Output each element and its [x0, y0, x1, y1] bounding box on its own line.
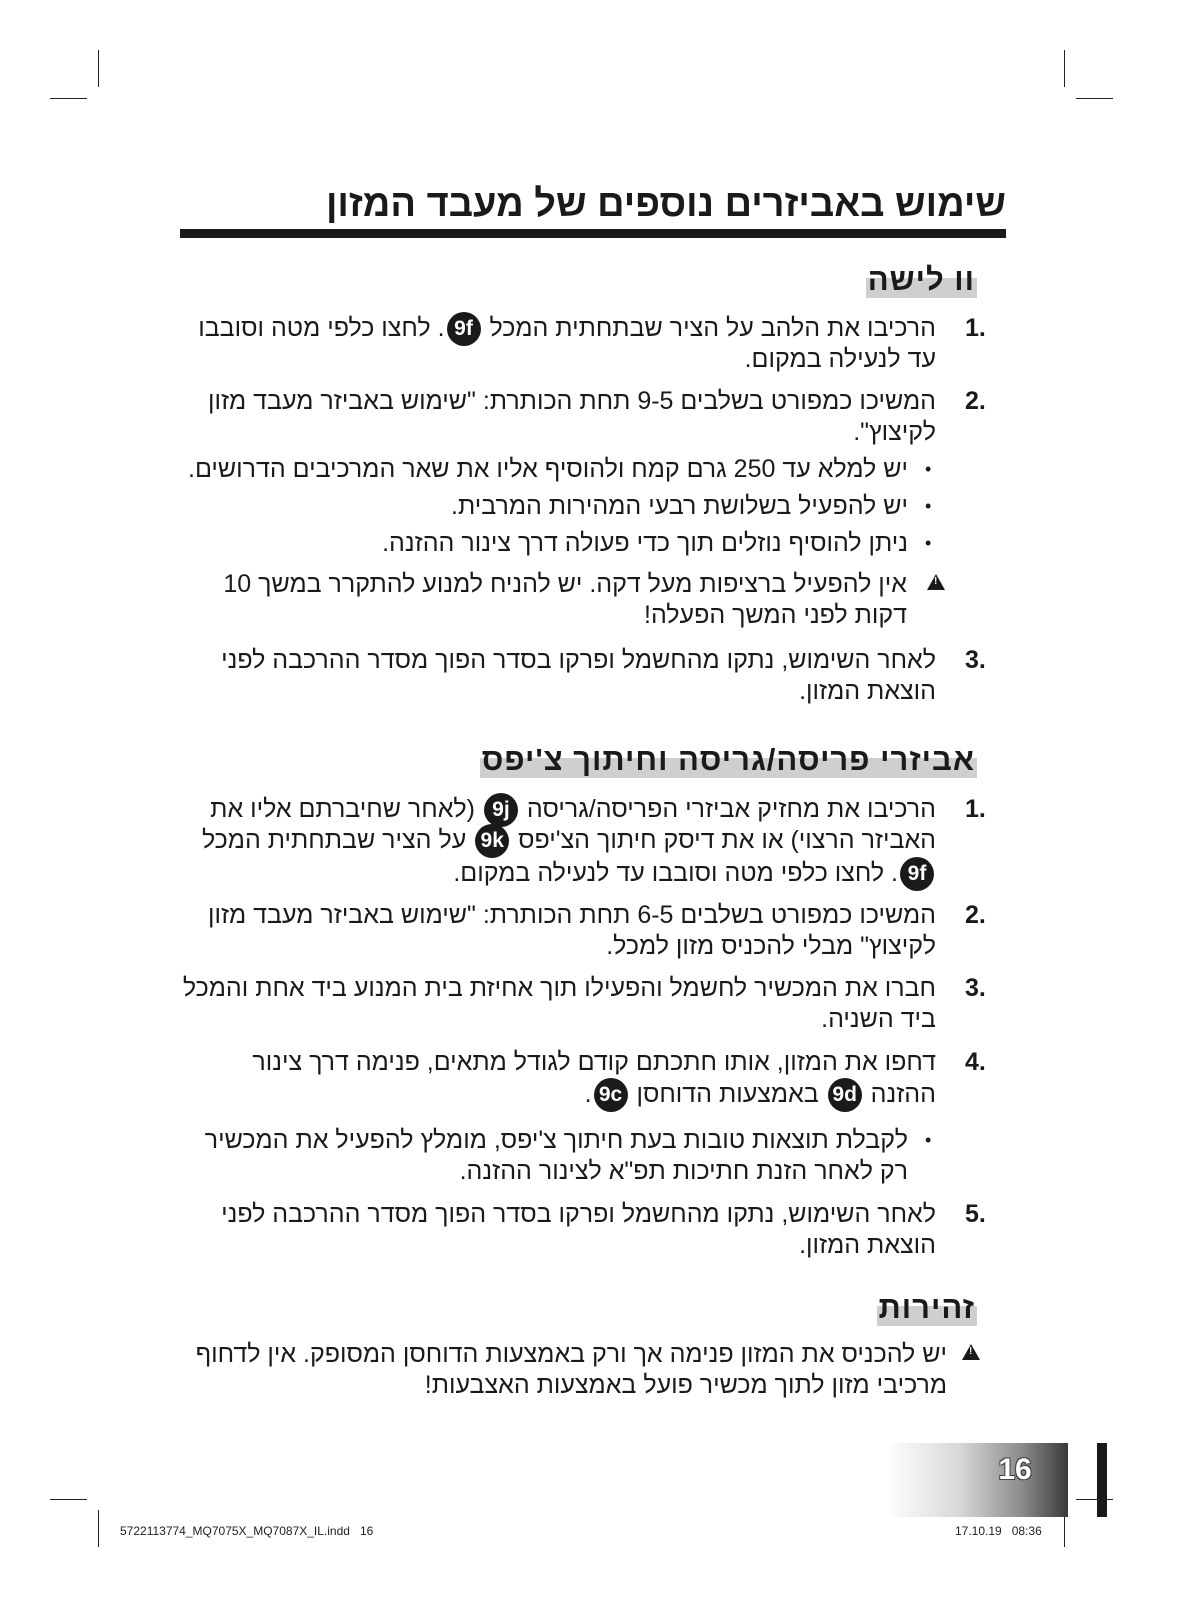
- page-number: 16: [998, 1453, 1032, 1486]
- part-ref-badge: 9c: [594, 1078, 628, 1112]
- bullet-text: רק לאחר הזנת חתיכות תפ"א לצינור ההזנה.: [459, 1157, 908, 1185]
- step-text: הוצאת המזון.: [799, 677, 936, 705]
- warning-text: אין להפעיל ברציפות מעל דקה. יש להניח למנוע להתקרר במשך 10: [223, 570, 907, 598]
- step-text: המשיכו כמפורט בשלבים 6-5 תחת הכותרת: "שימוש באביזר מעבד מזון: [207, 901, 936, 929]
- crop-mark: [98, 1510, 99, 1547]
- step-text: האביזר הרצוי) או את דיסק חיתוך הצ'יפס 9k על הציר שבתחתית המכל: [202, 824, 936, 858]
- section-heading-slicing: אביזרי פריסה/גריסה וחיתוך צ'יפס: [481, 742, 975, 777]
- step-text: הרכיבו את מחזיק אביזרי הפריסה/גריסה 9j (לאחר שחיברתם אליו את: [210, 793, 936, 827]
- title-rule: [180, 229, 1006, 238]
- step-text: לאחר השימוש, נתקו מהחשמל ופרקו בסדר הפוך מסדר ההרכבה לפני: [221, 646, 936, 674]
- bullet-icon: •: [925, 459, 932, 479]
- bullet-text: יש למלא עד 250 גרם קמח ולהוסיף אליו את שאר המרכיבים הדרושים.: [188, 455, 908, 483]
- crop-mark: [50, 98, 87, 99]
- step-number: 4.: [965, 1048, 986, 1076]
- step-text: חברו את המכשיר לחשמל והפעילו תוך אחיזת בית המנוע ביד אחת והמכל: [182, 974, 936, 1002]
- section-heading-dough: וו לישה: [867, 262, 975, 297]
- step-text: עד לנעילה במקום.: [744, 345, 936, 373]
- bullet-text: ניתן להוסיף נוזלים תוך כדי פעולה דרך צינור ההזנה.: [382, 529, 908, 557]
- step-text: לקיצוץ".: [853, 418, 936, 446]
- step-text: לקיצוץ" מבלי להכניס מזון למכל.: [606, 932, 936, 960]
- page-title: שימוש באביזרים נוספים של מעבד המזון: [325, 183, 1006, 225]
- part-ref-badge: 9f: [447, 312, 481, 346]
- step-number: 3.: [965, 974, 986, 1002]
- step-text: המשיכו כמפורט בשלבים 9-5 תחת הכותרת: "שימוש באביזר מעבד מזון: [207, 387, 936, 415]
- step-text: לאחר השימוש, נתקו מהחשמל ופרקו בסדר הפוך מסדר ההרכבה לפני: [221, 1200, 936, 1228]
- step-number: 1.: [965, 795, 986, 823]
- warning-icon: [927, 574, 945, 590]
- warning-text: יש להכניס את המזון פנימה אך ורק באמצעות הדוחסן המסופק. אין לדחוף: [195, 1340, 947, 1368]
- step-number: 2.: [965, 387, 986, 415]
- footer-file-name: 5722113774_MQ7075X_MQ7087X_IL.indd 16: [120, 1524, 374, 1538]
- warning-text: מרכיבי מזון לתוך מכשיר פועל באמצעות האצבעות!: [424, 1371, 947, 1399]
- bullet-text: לקבלת תוצאות טובות בעת חיתוך צ'יפס, מומלץ להפעיל את המכשיר: [204, 1126, 908, 1154]
- step-text: הרכיבו את הלהב על הציר שבתחתית המכל 9f. לחצו כלפי מטה וסובבו: [198, 312, 936, 346]
- footer-date: 17.10.19 08:36: [955, 1524, 1042, 1538]
- page-number-edge: [1097, 1443, 1107, 1517]
- step-number: 5.: [965, 1200, 986, 1228]
- bullet-icon: •: [925, 533, 932, 553]
- part-ref-badge: 9f: [900, 857, 934, 891]
- part-ref-badge: 9k: [475, 824, 509, 858]
- step-number: 1.: [965, 314, 986, 342]
- bullet-text: יש להפעיל בשלושת רבעי המהירות המרבית.: [451, 492, 908, 520]
- crop-mark: [1076, 98, 1113, 99]
- step-text: הוצאת המזון.: [799, 1231, 936, 1259]
- step-text: ביד השניה.: [821, 1005, 936, 1033]
- step-text: 9f. לחצו כלפי מטה וסובבו עד לנעילה במקום.: [453, 857, 936, 891]
- warning-text: דקות לפני המשך הפעלה!: [644, 601, 907, 629]
- part-ref-badge: 9j: [484, 793, 518, 827]
- crop-mark: [98, 50, 99, 87]
- step-text: ההזנה 9d באמצעות הדוחסן 9c.: [585, 1078, 936, 1112]
- bullet-icon: •: [925, 1130, 932, 1150]
- step-number: 3.: [965, 646, 986, 674]
- crop-mark: [1064, 50, 1065, 87]
- step-text: דחפו את המזון, אותו חתכתם קודם לגודל מתאים, פנימה דרך צינור: [252, 1048, 936, 1076]
- crop-mark: [1076, 1499, 1113, 1500]
- bullet-icon: •: [925, 496, 932, 516]
- part-ref-badge: 9d: [828, 1078, 862, 1112]
- step-number: 2.: [965, 901, 986, 929]
- section-heading-caution: זהירות: [878, 1290, 975, 1325]
- warning-icon: [962, 1344, 980, 1360]
- crop-mark: [50, 1499, 87, 1500]
